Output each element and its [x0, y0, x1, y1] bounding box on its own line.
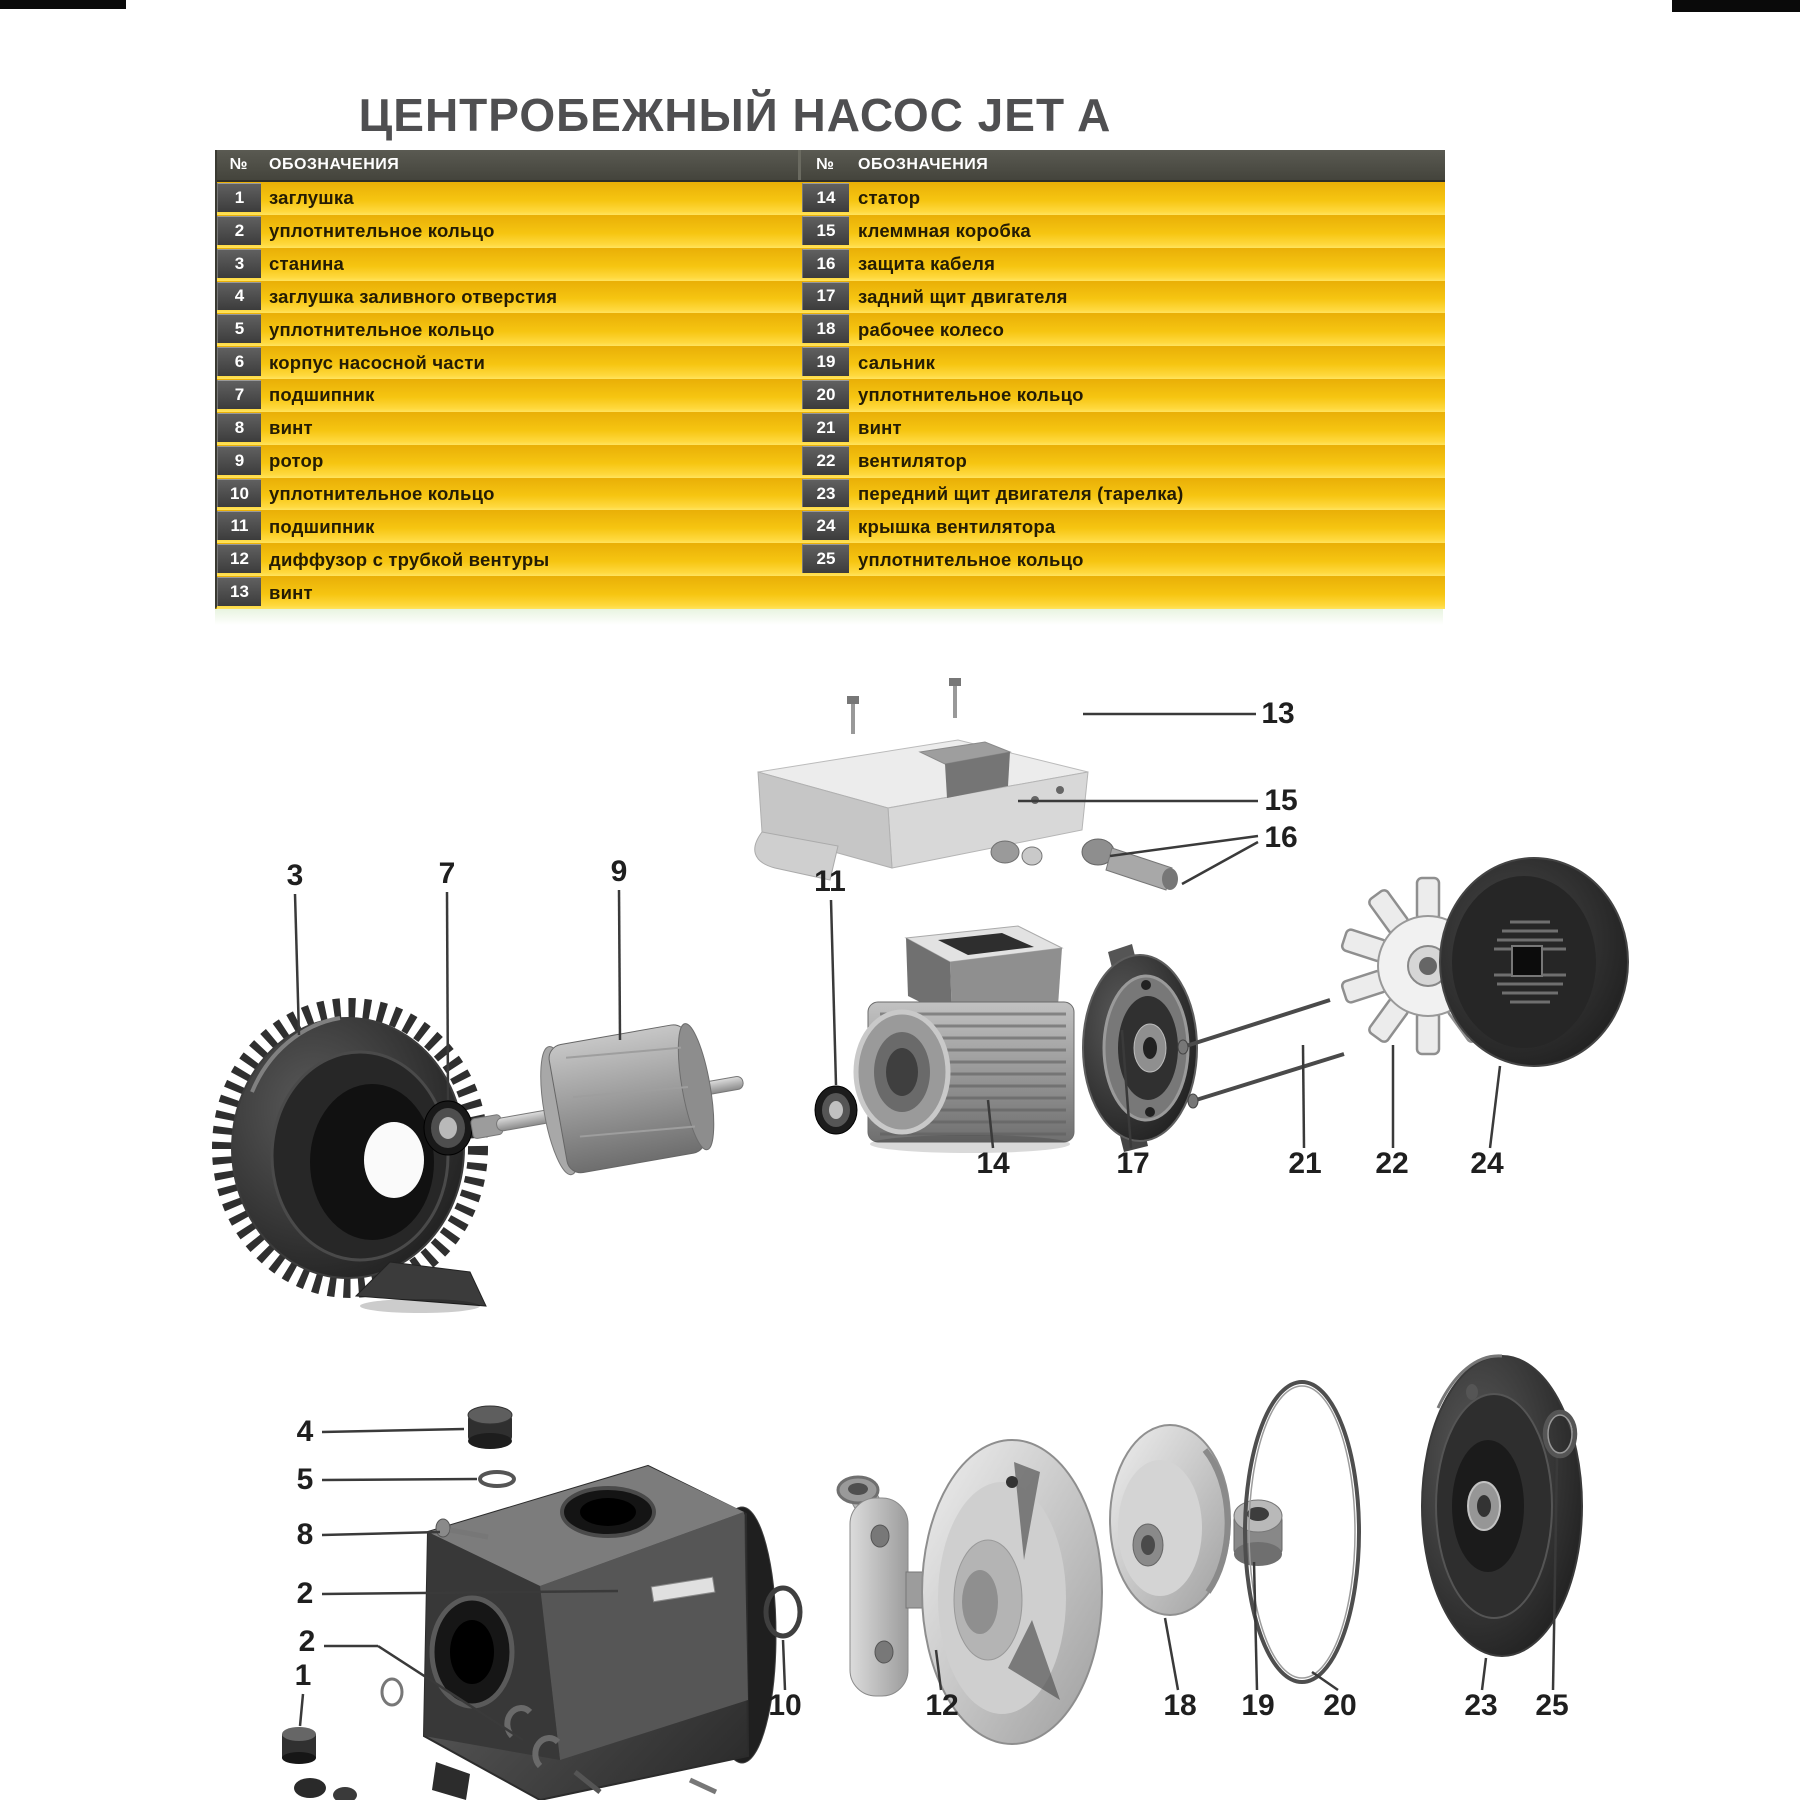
row-number: 21 — [802, 413, 849, 442]
row-number: 3 — [217, 249, 261, 278]
row-number: 23 — [802, 479, 849, 508]
row-number: 14 — [802, 183, 849, 212]
exploded-view-diagram — [0, 600, 1800, 1800]
row-name: винт — [269, 417, 313, 439]
row-number: 4 — [217, 282, 261, 311]
part-stator — [856, 926, 1074, 1153]
callout-7: 7 — [438, 857, 456, 890]
row-name: передний щит двигателя (тарелка) — [858, 483, 1184, 505]
row-number: 18 — [802, 314, 849, 343]
row-name: уплотнительное кольцо — [269, 220, 495, 242]
row-number: 10 — [217, 479, 261, 508]
table-row — [217, 379, 1445, 412]
leader-line — [1303, 1045, 1304, 1148]
row-number: 22 — [802, 446, 849, 475]
callout-22: 22 — [1375, 1147, 1409, 1180]
row-name: сальник — [858, 351, 936, 373]
part-impeller — [1110, 1425, 1230, 1615]
row-name: заглушка заливного отверстия — [269, 285, 558, 307]
col-header-name-left: ОБОЗНАЧЕНИЯ — [269, 156, 400, 173]
callout-8: 8 — [296, 1518, 314, 1551]
table-row — [217, 248, 1445, 281]
callout-5: 5 — [296, 1463, 314, 1496]
callout-10: 10 — [768, 1689, 802, 1722]
table-row — [217, 346, 1445, 379]
part-terminal-box — [755, 678, 1178, 890]
leader-line — [1490, 1066, 1500, 1148]
row-number: 5 — [217, 314, 261, 343]
row-number: 15 — [802, 216, 849, 245]
callout-19: 19 — [1241, 1689, 1275, 1722]
leader-line — [1182, 842, 1258, 884]
table-body — [217, 182, 1445, 609]
table-row — [217, 445, 1445, 478]
row-name: подшипник — [269, 515, 375, 537]
callout-16: 16 — [1264, 821, 1298, 854]
callout-14: 14 — [976, 1147, 1010, 1180]
row-name: корпус насосной части — [269, 351, 486, 373]
leader-line — [831, 900, 836, 1085]
callout-4: 4 — [296, 1415, 314, 1448]
row-number: 17 — [802, 282, 849, 311]
row-number: 1 — [217, 183, 261, 212]
part-bearing-front — [424, 1101, 472, 1155]
page-title: ЦЕНТРОБЕЖНЫЙ НАСОС JET A — [358, 89, 1112, 141]
part-front-shield — [1422, 1356, 1582, 1656]
row-name: уплотнительное кольцо — [269, 318, 495, 340]
parts-table — [215, 150, 1445, 609]
col-header-name-right: ОБОЗНАЧЕНИЯ — [858, 156, 989, 173]
col-header-number-left: № — [229, 156, 248, 173]
part-filler-plug — [468, 1406, 512, 1449]
row-name: уплотнительное кольцо — [858, 548, 1084, 570]
row-number: 6 — [217, 347, 261, 376]
row-name: диффузор с трубкой вентуры — [269, 548, 550, 570]
row-name: уплотнительное кольцо — [858, 384, 1084, 406]
leader-line — [300, 1694, 303, 1726]
callout-18: 18 — [1163, 1689, 1197, 1722]
row-number: 19 — [802, 347, 849, 376]
callout-13: 13 — [1261, 697, 1295, 730]
leader-line — [1312, 1672, 1338, 1690]
scan-edge-mark — [1672, 0, 1800, 12]
leader-line — [1165, 1618, 1178, 1690]
row-name: уплотнительное кольцо — [269, 483, 495, 505]
row-number: 11 — [217, 511, 261, 540]
leader-line — [322, 1429, 464, 1432]
row-number: 24 — [802, 511, 849, 540]
table-row — [217, 478, 1445, 511]
part-fan-cover — [1440, 858, 1628, 1066]
row-name: рабочее колесо — [858, 318, 1005, 340]
callout-2: 2 — [298, 1625, 316, 1658]
row-number: 12 — [217, 544, 261, 573]
table-row — [217, 182, 1445, 215]
table-row — [217, 215, 1445, 248]
row-number: 7 — [217, 380, 261, 409]
leader-line — [322, 1532, 440, 1535]
callout-20: 20 — [1323, 1689, 1357, 1722]
row-name: защита кабеля — [858, 253, 996, 275]
table-row — [217, 510, 1445, 543]
row-number: 9 — [217, 446, 261, 475]
table-row — [217, 412, 1445, 445]
col-header-number-right: № — [816, 156, 834, 173]
scan-edge-mark — [0, 0, 126, 9]
table-header — [217, 150, 1445, 182]
row-name: заглушка — [269, 187, 354, 209]
part-pump-housing — [424, 1466, 776, 1800]
table-row — [217, 281, 1445, 314]
leader-line — [1482, 1658, 1486, 1690]
part-rotor — [460, 1014, 753, 1190]
callout-11: 11 — [814, 865, 846, 898]
row-number: 16 — [802, 249, 849, 278]
row-name: подшипник — [269, 384, 375, 406]
row-name: вентилятор — [858, 450, 967, 472]
callout-23: 23 — [1464, 1689, 1498, 1722]
leader-line — [295, 894, 299, 1035]
leader-line — [322, 1479, 477, 1480]
row-number: 25 — [802, 544, 849, 573]
part-diffuser — [838, 1440, 1102, 1744]
row-name: крышка вентилятора — [858, 515, 1056, 537]
callout-12: 12 — [925, 1689, 959, 1722]
part-seal-ring-small — [480, 1472, 514, 1486]
row-number: 2 — [217, 216, 261, 245]
row-name: задний щит двигателя — [858, 285, 1068, 307]
callout-24: 24 — [1470, 1147, 1504, 1180]
row-name: винт — [269, 581, 313, 603]
part-gland-seal — [1234, 1500, 1282, 1566]
callout-15: 15 — [1264, 784, 1298, 817]
header-seam — [798, 150, 801, 180]
row-name: станина — [269, 253, 345, 275]
row-name: винт — [858, 417, 902, 439]
row-number: 13 — [217, 577, 261, 606]
callout-25: 25 — [1535, 1689, 1569, 1722]
part-drain-plug — [282, 1727, 357, 1800]
callout-2: 2 — [296, 1577, 314, 1610]
callout-9: 9 — [610, 855, 628, 888]
row-number: 20 — [802, 380, 849, 409]
part-long-screws — [1178, 898, 1394, 1108]
leader-line — [1254, 1562, 1257, 1690]
callout-1: 1 — [294, 1659, 312, 1692]
row-name: статор — [858, 187, 921, 209]
part-bearing-rear — [815, 1086, 857, 1134]
leader-line — [619, 890, 620, 1040]
table-row — [217, 313, 1445, 346]
callout-21: 21 — [1288, 1147, 1322, 1180]
part-bracket — [222, 1008, 486, 1313]
row-name: клеммная коробка — [858, 220, 1031, 242]
table-row — [217, 543, 1445, 576]
leader-line — [783, 1640, 785, 1690]
leader-line — [447, 892, 448, 1100]
callout-3: 3 — [286, 859, 304, 892]
row-name: ротор — [269, 450, 324, 472]
row-number: 8 — [217, 413, 261, 442]
callout-17: 17 — [1116, 1147, 1150, 1180]
